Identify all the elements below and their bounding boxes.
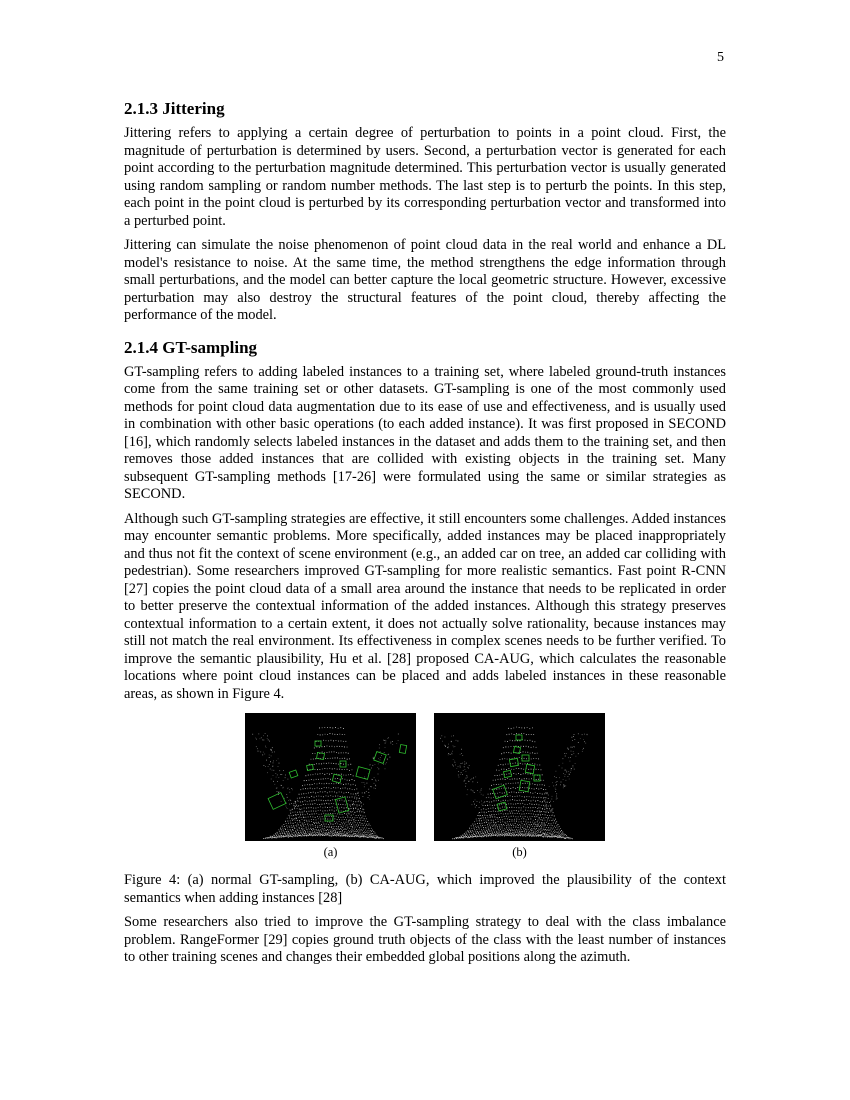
paragraph-closing: Some researchers also tried to improve the GT-sampling strategy to deal with the class imbalance problem. RangeFormer [29] copies ground truth objects of the class with the least number of instances to other training scenes and changes their embedded global positions along the azimuth.	[124, 914, 726, 965]
point-cloud-image-b	[434, 713, 605, 841]
subfigure-b	[434, 713, 605, 860]
paragraph-jittering-2: Jittering can simulate the noise phenomenon of point cloud data in the real world and enhance a DL model's resistance to noise. At the same time, the method strengthens the edge information through small perturbations, and the model can better capture the local geometric structure. However, excessive perturbation may also destroy the structural features of the point cloud, thereby affecting the performance of the model.	[124, 237, 726, 323]
subfigure-label-a: (a)	[323, 845, 338, 859]
subfigure-a	[245, 713, 416, 860]
page-number: 5	[717, 50, 724, 65]
figure-caption: Figure 4: (a) normal GT-sampling, (b) CA-AUG, which improved the plausibility of the context semantics when adding instances [28]	[124, 872, 726, 906]
point-cloud-image-a	[245, 713, 416, 841]
section-heading-jittering: 2.1.3 Jittering	[124, 99, 225, 118]
page-content	[124, 98, 726, 974]
section-heading-gt-sampling: 2.1.4 GT-sampling	[124, 337, 258, 357]
paragraph-gt-sampling-2: Although such GT-sampling strategies are effective, it still encounters some challenges. Added instances may encounter semantic problems. More specifically, added instances may be placed inappropriately and thus not fit the context of scene environment (e.g., an added car on tree, an added car colliding with pedestrian). Some researchers improved GT-sampling for more realistic semantics. Fast point R-CNN [27] copies the point cloud data of a small area around the instance that needs to be replicated in order to better preserve the contextual information of the added instances. Although this strategy preserves contextual information to a certain extent, it does not actually solve rationality, because instances may still not match the real environment. Its effectiveness in complex scenes needs to be further verified. To improve the semantic plausibility, Hu et al. [28] proposed CA-AUG, which calculates the reasonable locations where point cloud instances can be placed and adds labeled instances in these reasonable areas, as shown in Figure 4.	[124, 510, 726, 702]
subfigure-label-b: (b)	[512, 845, 527, 859]
paragraph-gt-sampling-1: GT-sampling refers to adding labeled instances to a training set, where labeled ground-truth instances come from the same training set or other datasets. GT-sampling is one of the most commonly used methods for point cloud data augmentation due to its ease of use and effectiveness, and is usually used in combination with other basic operations (to each added instance). It was first proposed in SECOND [16], which randomly selects labeled instances in the dataset and adds them to the training set, and then removes those added instances that are collided with existing objects in the training set. Many subsequent GT-sampling methods [17-26] were formulated using the same or similar strategies as SECOND.	[124, 363, 726, 502]
paragraph-jittering-1: Jittering refers to applying a certain degree of perturbation to points in a point cloud. First, the magnitude of perturbation is determined by users. Second, a perturbation vector is generated for each point according to the perturbation magnitude determined. This perturbation vector is usually generated using random sampling or random number methods. The last step is to perturb the points. In this step, each point in the point cloud is perturbed by its corresponding perturbation vector and transformed into a perturbed point.	[124, 125, 726, 229]
figure-4	[124, 713, 726, 860]
